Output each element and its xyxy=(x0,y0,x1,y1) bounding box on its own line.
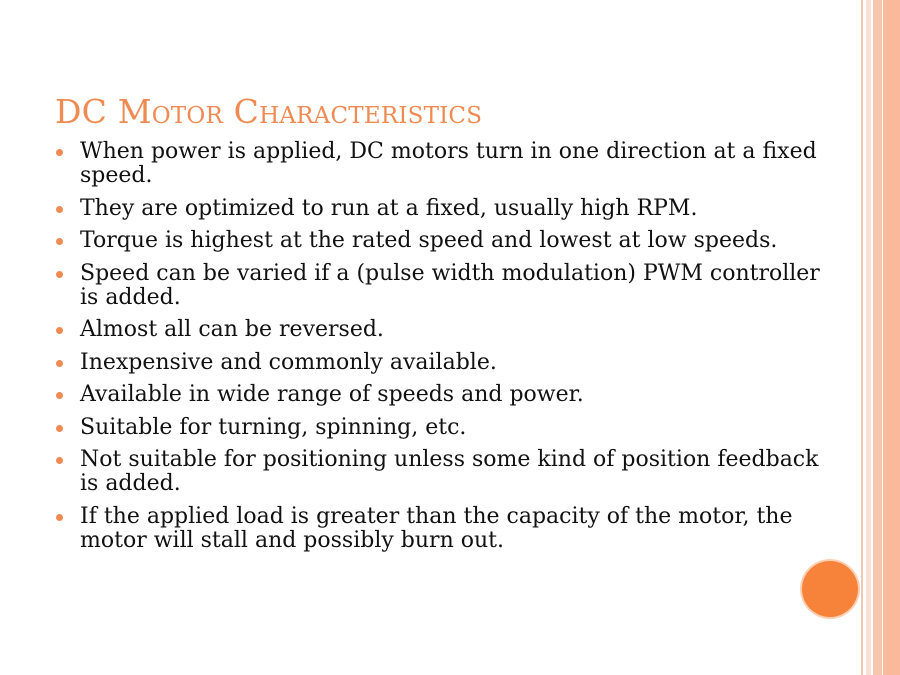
bullet-item xyxy=(53,197,843,221)
bullet-text: Inexpensive and commonly available. xyxy=(80,349,497,375)
bullet-text: When power is applied, DC motors turn in one direction at a fixed speed. xyxy=(80,139,817,188)
bullet-item xyxy=(53,505,843,553)
bullet-item xyxy=(53,140,843,188)
decorative-stripe xyxy=(861,0,863,675)
bullet-list xyxy=(53,140,843,561)
bullet-text: Available in wide range of speeds and power. xyxy=(80,382,584,407)
bullet-item xyxy=(53,318,843,342)
bullet-item xyxy=(53,383,843,407)
bullet-dot-icon xyxy=(56,238,63,245)
bullet-dot-icon xyxy=(56,206,63,213)
bullet-dot-icon xyxy=(56,360,63,367)
bullet-dot-icon xyxy=(56,425,63,432)
bullet-item xyxy=(53,416,843,440)
bullet-dot-icon xyxy=(56,327,63,334)
bullet-text: Torque is highest at the rated speed and lowest at low speeds. xyxy=(80,228,778,253)
bullet-dot-icon xyxy=(56,149,63,156)
decorative-stripe xyxy=(873,0,882,675)
bullet-text: Suitable for turning, spinning, etc. xyxy=(80,414,467,440)
bullet-text: They are optimized to run at a fixed, usually high RPM. xyxy=(80,195,698,221)
decorative-circle xyxy=(802,561,858,617)
bullet-dot-icon xyxy=(56,271,63,278)
decorative-stripe xyxy=(883,0,900,675)
decorative-stripe xyxy=(866,0,871,675)
bullet-item xyxy=(53,351,843,375)
bullet-item xyxy=(53,229,843,253)
bullet-item xyxy=(53,448,843,496)
bullet-text: Not suitable for positioning unless some kind of position feedback is added. xyxy=(80,447,819,496)
bullet-text: Almost all can be reversed. xyxy=(80,317,384,342)
slide-title: DC Motor Characteristics xyxy=(55,92,483,131)
bullet-dot-icon xyxy=(56,457,63,464)
bullet-dot-icon xyxy=(56,514,63,521)
bullet-dot-icon xyxy=(56,392,63,399)
bullet-item xyxy=(53,262,843,310)
bullet-text: Speed can be varied if a (pulse width modulation) PWM controller is added. xyxy=(80,260,820,310)
bullet-text: If the applied load is greater than the capacity of the motor, the motor will stall and possibly burn out. xyxy=(80,503,793,553)
